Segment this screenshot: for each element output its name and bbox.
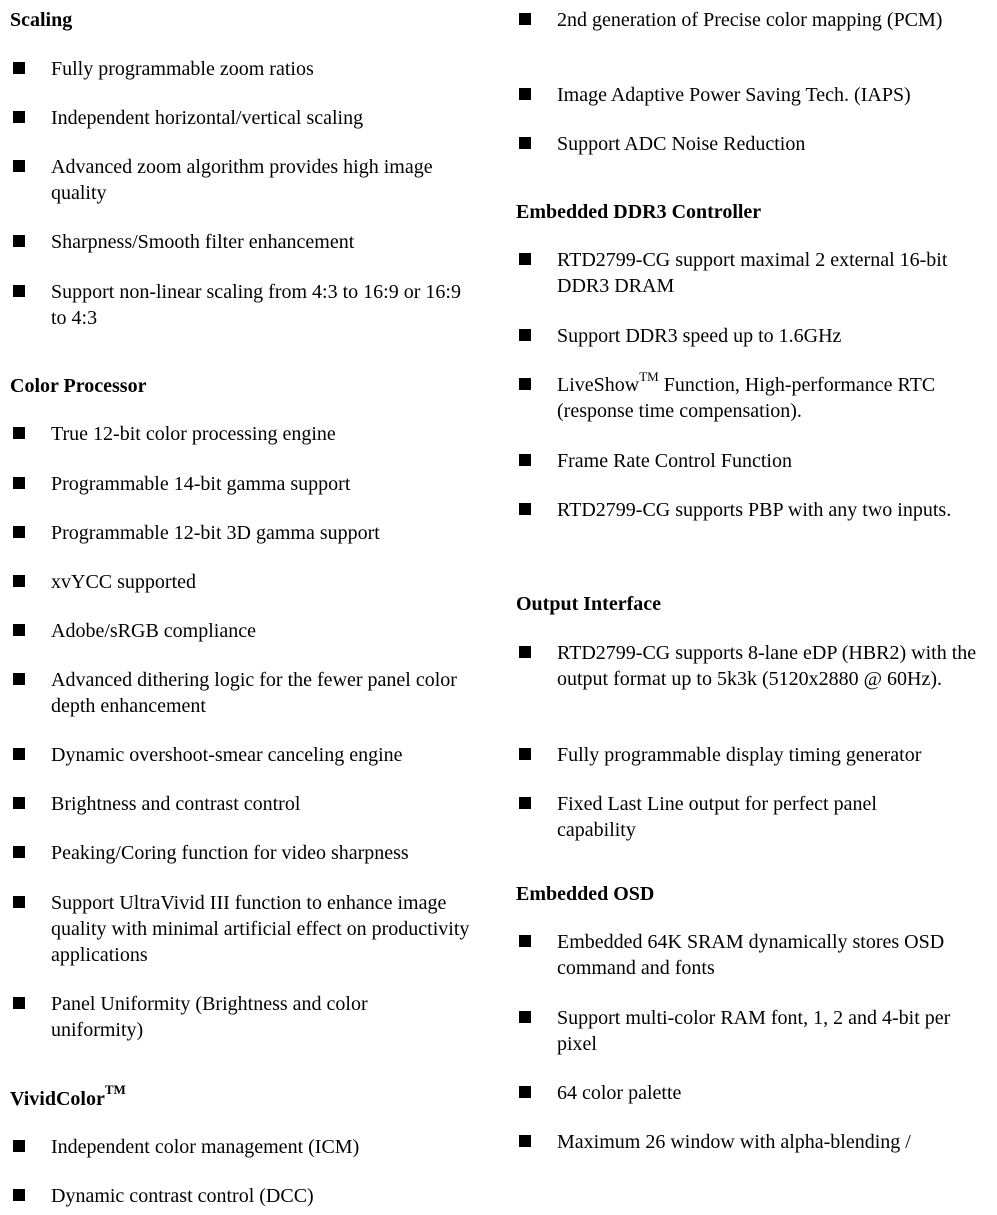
square-bullet-icon — [13, 997, 25, 1009]
section-heading-output-interface: Output Interface — [516, 593, 661, 615]
list-item-text: Dynamic overshoot-smear canceling engine — [51, 744, 403, 766]
list-item-text: Panel Uniformity (Brightness and color uniformity) — [51, 993, 368, 1041]
trademark-mark: TM — [639, 369, 659, 384]
square-bullet-icon — [519, 1011, 531, 1023]
square-bullet-icon — [13, 797, 25, 809]
list-item-text: Independent horizontal/vertical scaling — [51, 107, 364, 129]
section-heading-scaling: Scaling — [10, 9, 73, 31]
list-item-text: Advanced zoom algorithm provides high image quality — [51, 156, 433, 204]
section-heading-embedded-osd: Embedded OSD — [516, 883, 655, 905]
list-item-text: 64 color palette — [557, 1082, 682, 1104]
square-bullet-icon — [13, 1189, 25, 1201]
square-bullet-icon — [519, 503, 531, 515]
list-item-text: RTD2799-CG supports 8-lane eDP (HBR2) with the output format up to 5k3k (5120x2880 @ 60Hz). — [557, 642, 977, 690]
square-bullet-icon — [13, 285, 25, 297]
square-bullet-icon — [13, 673, 25, 685]
square-bullet-icon — [519, 454, 531, 466]
square-bullet-icon — [519, 1135, 531, 1147]
square-bullet-icon — [13, 160, 25, 172]
list-item-text: Embedded 64K SRAM dynamically stores OSD command and fonts — [557, 931, 945, 979]
square-bullet-icon — [13, 235, 25, 247]
list-item-text: Fully programmable zoom ratios — [51, 58, 314, 80]
square-bullet-icon — [519, 748, 531, 760]
list-item-text: Independent color management (ICM) — [51, 1136, 360, 1158]
list-item-text: Support UltraVivid III function to enhance image quality with minimal artificial effect on productivity applications — [51, 892, 470, 966]
list-item-text: Support non-linear scaling from 4:3 to 16:9 or 16:9 to 4:3 — [51, 281, 461, 329]
list-item-text: xvYCC supported — [51, 571, 196, 593]
square-bullet-icon — [13, 748, 25, 760]
square-bullet-icon — [13, 526, 25, 538]
square-bullet-icon — [519, 329, 531, 341]
liveshow-name: LiveShow — [557, 374, 640, 396]
square-bullet-icon — [13, 896, 25, 908]
list-item-text: Frame Rate Control Function — [557, 450, 792, 472]
square-bullet-icon — [519, 797, 531, 809]
list-item-text: Support DDR3 speed up to 1.6GHz — [557, 325, 842, 347]
list-item-text: Dynamic contrast control (DCC) — [51, 1185, 314, 1207]
list-item-text: Image Adaptive Power Saving Tech. (IAPS) — [557, 84, 911, 106]
list-item-text: Sharpness/Smooth filter enhancement — [51, 231, 355, 253]
square-bullet-icon — [519, 378, 531, 390]
square-bullet-icon — [519, 137, 531, 149]
list-item-text: RTD2799-CG support maximal 2 external 16-bit DDR3 DRAM — [557, 249, 948, 297]
square-bullet-icon — [519, 1086, 531, 1098]
list-item-text: 2nd generation of Precise color mapping (PCM) — [557, 9, 943, 31]
list-item-text: Programmable 12-bit 3D gamma support — [51, 522, 380, 544]
square-bullet-icon — [519, 13, 531, 25]
list-item-text: Brightness and contrast control — [51, 793, 301, 815]
square-bullet-icon — [519, 646, 531, 658]
list-item-text: Programmable 14-bit gamma support — [51, 473, 351, 495]
square-bullet-icon — [13, 575, 25, 587]
square-bullet-icon — [13, 111, 25, 123]
square-bullet-icon — [13, 624, 25, 636]
list-item-text: Support ADC Noise Reduction — [557, 133, 806, 155]
list-item-text: Support multi-color RAM font, 1, 2 and 4-bit per pixel — [557, 1007, 951, 1055]
trademark-mark: TM — [104, 1082, 126, 1097]
liveshow-description: Function, High-performance RTC (response time compensation). — [557, 374, 936, 422]
list-item-text: Adobe/sRGB compliance — [51, 620, 256, 642]
square-bullet-icon — [13, 427, 25, 439]
square-bullet-icon — [519, 253, 531, 265]
square-bullet-icon — [13, 477, 25, 489]
section-heading-ddr3-controller: Embedded DDR3 Controller — [516, 201, 762, 223]
list-item-text: Advanced dithering logic for the fewer panel color depth enhancement — [51, 669, 457, 717]
list-item-text: Maximum 26 window with alpha-blending / — [557, 1131, 911, 1153]
square-bullet-icon — [13, 1140, 25, 1152]
square-bullet-icon — [519, 935, 531, 947]
heading-text: VividColor — [10, 1088, 105, 1110]
section-heading-color-processor: Color Processor — [10, 375, 147, 397]
square-bullet-icon — [519, 88, 531, 100]
list-item-text: True 12-bit color processing engine — [51, 423, 336, 445]
list-item-text: RTD2799-CG supports PBP with any two inputs. — [557, 499, 952, 521]
list-item-text: Peaking/Coring function for video sharpness — [51, 842, 409, 864]
section-heading-vividcolor — [10, 1082, 126, 1112]
list-item-text — [557, 369, 957, 424]
list-item-text: Fully programmable display timing generator — [557, 744, 922, 766]
list-item-text: Fixed Last Line output for perfect panel capability — [557, 793, 877, 841]
square-bullet-icon — [13, 62, 25, 74]
square-bullet-icon — [13, 846, 25, 858]
